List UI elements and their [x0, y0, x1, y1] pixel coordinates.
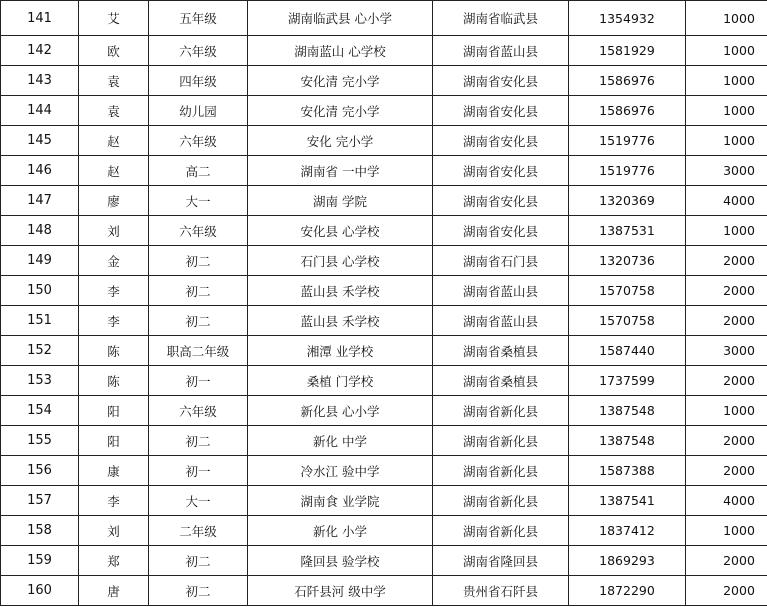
phone-cell[interactable]: 1387531 — [569, 216, 686, 246]
school-cell[interactable]: 安化清 完小学 — [248, 66, 433, 96]
row-number-cell[interactable]: 158 — [1, 516, 79, 546]
table-row — [1, 66, 767, 96]
amount-cell[interactable]: 2000 — [686, 456, 767, 486]
phone-cell[interactable]: 1570758 — [569, 276, 686, 306]
row-number-cell[interactable]: 152 — [1, 336, 79, 366]
grade-cell[interactable]: 初二 — [149, 306, 248, 336]
grade-cell[interactable]: 初二 — [149, 546, 248, 576]
phone-cell[interactable]: 1354932 — [569, 1, 686, 36]
amount-cell[interactable]: 4000 — [686, 486, 767, 516]
phone-cell[interactable]: 1586976 — [569, 96, 686, 126]
table-body — [1, 1, 767, 606]
name-cell[interactable]: 唐 — [79, 576, 149, 606]
school-cell[interactable]: 安化 完小学 — [248, 126, 433, 156]
row-number-cell[interactable]: 144 — [1, 96, 79, 126]
name-cell[interactable]: 李 — [79, 306, 149, 336]
grade-cell[interactable]: 二年级 — [149, 516, 248, 546]
phone-cell[interactable]: 1837412 — [569, 516, 686, 546]
grade-cell[interactable]: 六年级 — [149, 36, 248, 66]
row-number-cell[interactable]: 150 — [1, 276, 79, 306]
row-number-cell[interactable]: 141 — [1, 1, 79, 36]
table-row — [1, 366, 767, 396]
school-cell[interactable]: 新化 中学 — [248, 426, 433, 456]
amount-cell[interactable]: 2000 — [686, 576, 767, 606]
name-cell[interactable]: 郑 — [79, 546, 149, 576]
phone-cell[interactable]: 1519776 — [569, 156, 686, 186]
phone-cell[interactable]: 1387548 — [569, 396, 686, 426]
name-cell[interactable]: 阳 — [79, 426, 149, 456]
region-cell[interactable]: 贵州省石阡县 — [433, 576, 569, 606]
region-cell[interactable]: 湖南省安化县 — [433, 66, 569, 96]
table-row — [1, 426, 767, 456]
school-cell[interactable]: 湖南 学院 — [248, 186, 433, 216]
phone-cell[interactable]: 1387548 — [569, 426, 686, 456]
grade-cell[interactable]: 五年级 — [149, 1, 248, 36]
school-cell[interactable]: 湖南蓝山 心学校 — [248, 36, 433, 66]
grade-cell[interactable]: 初一 — [149, 456, 248, 486]
table-row — [1, 306, 767, 336]
school-cell[interactable]: 湖南省 一中学 — [248, 156, 433, 186]
phone-cell[interactable]: 1570758 — [569, 306, 686, 336]
region-cell[interactable]: 湖南省新化县 — [433, 486, 569, 516]
table-row — [1, 36, 767, 66]
name-cell[interactable]: 廖 — [79, 186, 149, 216]
row-number-cell[interactable]: 149 — [1, 246, 79, 276]
school-cell[interactable]: 湖南食 业学院 — [248, 486, 433, 516]
name-cell[interactable]: 袁 — [79, 66, 149, 96]
grade-cell[interactable]: 初二 — [149, 426, 248, 456]
grade-cell[interactable]: 初一 — [149, 366, 248, 396]
table-row — [1, 246, 767, 276]
table-row — [1, 96, 767, 126]
phone-cell[interactable]: 1872290 — [569, 576, 686, 606]
name-cell[interactable]: 金 — [79, 246, 149, 276]
row-number-cell[interactable]: 159 — [1, 546, 79, 576]
table-row — [1, 576, 767, 606]
table-row — [1, 396, 767, 426]
school-cell[interactable]: 湖南临武县 心小学 — [248, 1, 433, 36]
amount-cell[interactable]: 2000 — [686, 546, 767, 576]
school-cell[interactable]: 蓝山县 禾学校 — [248, 276, 433, 306]
school-cell[interactable]: 安化县 心学校 — [248, 216, 433, 246]
phone-cell[interactable]: 1320736 — [569, 246, 686, 276]
table-row — [1, 276, 767, 306]
row-number-cell[interactable]: 157 — [1, 486, 79, 516]
grade-cell[interactable]: 四年级 — [149, 66, 248, 96]
table-row — [1, 186, 767, 216]
amount-cell[interactable]: 2000 — [686, 306, 767, 336]
grade-cell[interactable]: 初二 — [149, 276, 248, 306]
amount-cell[interactable]: 2000 — [686, 276, 767, 306]
grade-cell[interactable]: 六年级 — [149, 126, 248, 156]
table-row — [1, 156, 767, 186]
name-cell[interactable]: 刘 — [79, 216, 149, 246]
region-cell[interactable]: 湖南省新化县 — [433, 396, 569, 426]
row-number-cell[interactable]: 142 — [1, 36, 79, 66]
phone-cell[interactable]: 1737599 — [569, 366, 686, 396]
table-row — [1, 336, 767, 366]
amount-cell[interactable]: 4000 — [686, 186, 767, 216]
school-cell[interactable]: 安化清 完小学 — [248, 96, 433, 126]
name-cell[interactable]: 袁 — [79, 96, 149, 126]
row-number-cell[interactable]: 151 — [1, 306, 79, 336]
region-cell[interactable]: 湖南省桑植县 — [433, 336, 569, 366]
row-number-cell[interactable]: 155 — [1, 426, 79, 456]
school-cell[interactable]: 新化县 心小学 — [248, 396, 433, 426]
region-cell[interactable]: 湖南省桑植县 — [433, 366, 569, 396]
region-cell[interactable]: 湖南省蓝山县 — [433, 306, 569, 336]
amount-cell[interactable]: 1000 — [686, 1, 767, 36]
region-cell[interactable]: 湖南省新化县 — [433, 456, 569, 486]
grade-cell[interactable]: 大一 — [149, 186, 248, 216]
phone-cell[interactable]: 1320369 — [569, 186, 686, 216]
table-row — [1, 516, 767, 546]
grade-cell[interactable]: 高二 — [149, 156, 248, 186]
school-cell[interactable]: 桑植 门学校 — [248, 366, 433, 396]
name-cell[interactable]: 赵 — [79, 156, 149, 186]
region-cell[interactable]: 湖南省临武县 — [433, 1, 569, 36]
table-row — [1, 456, 767, 486]
phone-cell[interactable]: 1581929 — [569, 36, 686, 66]
table-row — [1, 1, 767, 36]
grade-cell[interactable]: 大一 — [149, 486, 248, 516]
name-cell[interactable]: 李 — [79, 486, 149, 516]
amount-cell[interactable]: 2000 — [686, 426, 767, 456]
name-cell[interactable]: 陈 — [79, 366, 149, 396]
name-cell[interactable]: 阳 — [79, 396, 149, 426]
region-cell[interactable]: 湖南省安化县 — [433, 156, 569, 186]
table-row — [1, 486, 767, 516]
grade-cell[interactable]: 职高二年级 — [149, 336, 248, 366]
table-row — [1, 546, 767, 576]
amount-cell[interactable]: 1000 — [686, 396, 767, 426]
school-cell[interactable]: 冷水江 验中学 — [248, 456, 433, 486]
amount-cell[interactable]: 3000 — [686, 336, 767, 366]
amount-cell[interactable]: 2000 — [686, 366, 767, 396]
table-row — [1, 216, 767, 246]
region-cell[interactable]: 湖南省安化县 — [433, 96, 569, 126]
phone-cell[interactable]: 1519776 — [569, 126, 686, 156]
row-number-cell[interactable]: 146 — [1, 156, 79, 186]
row-number-cell[interactable]: 160 — [1, 576, 79, 606]
school-cell[interactable]: 石阡县河 级中学 — [248, 576, 433, 606]
name-cell[interactable]: 康 — [79, 456, 149, 486]
row-number-cell[interactable]: 145 — [1, 126, 79, 156]
region-cell[interactable]: 湖南省安化县 — [433, 126, 569, 156]
table-row — [1, 126, 767, 156]
phone-cell[interactable]: 1387541 — [569, 486, 686, 516]
amount-cell[interactable]: 1000 — [686, 36, 767, 66]
amount-cell[interactable]: 1000 — [686, 96, 767, 126]
row-number-cell[interactable]: 147 — [1, 186, 79, 216]
grade-cell[interactable]: 初二 — [149, 576, 248, 606]
phone-cell[interactable]: 1587440 — [569, 336, 686, 366]
amount-cell[interactable]: 1000 — [686, 66, 767, 96]
grade-cell[interactable]: 六年级 — [149, 396, 248, 426]
grade-cell[interactable]: 幼儿园 — [149, 96, 248, 126]
name-cell[interactable]: 欧 — [79, 36, 149, 66]
amount-cell[interactable]: 1000 — [686, 516, 767, 546]
name-cell[interactable]: 李 — [79, 276, 149, 306]
row-number-cell[interactable]: 153 — [1, 366, 79, 396]
grade-cell[interactable]: 六年级 — [149, 216, 248, 246]
phone-cell[interactable]: 1586976 — [569, 66, 686, 96]
name-cell[interactable]: 艾 — [79, 1, 149, 36]
region-cell[interactable]: 湖南省蓝山县 — [433, 36, 569, 66]
amount-cell[interactable]: 1000 — [686, 126, 767, 156]
region-cell[interactable]: 湖南省蓝山县 — [433, 276, 569, 306]
region-cell[interactable]: 湖南省隆回县 — [433, 546, 569, 576]
school-cell[interactable]: 隆回县 验学校 — [248, 546, 433, 576]
region-cell[interactable]: 湖南省新化县 — [433, 516, 569, 546]
school-cell[interactable]: 湘潭 业学校 — [248, 336, 433, 366]
row-number-cell[interactable]: 156 — [1, 456, 79, 486]
school-cell[interactable]: 新化 小学 — [248, 516, 433, 546]
region-cell[interactable]: 湖南省安化县 — [433, 186, 569, 216]
school-cell[interactable]: 蓝山县 禾学校 — [248, 306, 433, 336]
row-number-cell[interactable]: 143 — [1, 66, 79, 96]
region-cell[interactable]: 湖南省新化县 — [433, 426, 569, 456]
row-number-cell[interactable]: 154 — [1, 396, 79, 426]
region-cell[interactable]: 湖南省安化县 — [433, 216, 569, 246]
school-cell[interactable]: 石门县 心学校 — [248, 246, 433, 276]
grade-cell[interactable]: 初二 — [149, 246, 248, 276]
amount-cell[interactable]: 1000 — [686, 216, 767, 246]
phone-cell[interactable]: 1587388 — [569, 456, 686, 486]
row-number-cell[interactable]: 148 — [1, 216, 79, 246]
name-cell[interactable]: 刘 — [79, 516, 149, 546]
amount-cell[interactable]: 2000 — [686, 246, 767, 276]
name-cell[interactable]: 赵 — [79, 126, 149, 156]
region-cell[interactable]: 湖南省石门县 — [433, 246, 569, 276]
name-cell[interactable]: 陈 — [79, 336, 149, 366]
phone-cell[interactable]: 1869293 — [569, 546, 686, 576]
amount-cell[interactable]: 3000 — [686, 156, 767, 186]
